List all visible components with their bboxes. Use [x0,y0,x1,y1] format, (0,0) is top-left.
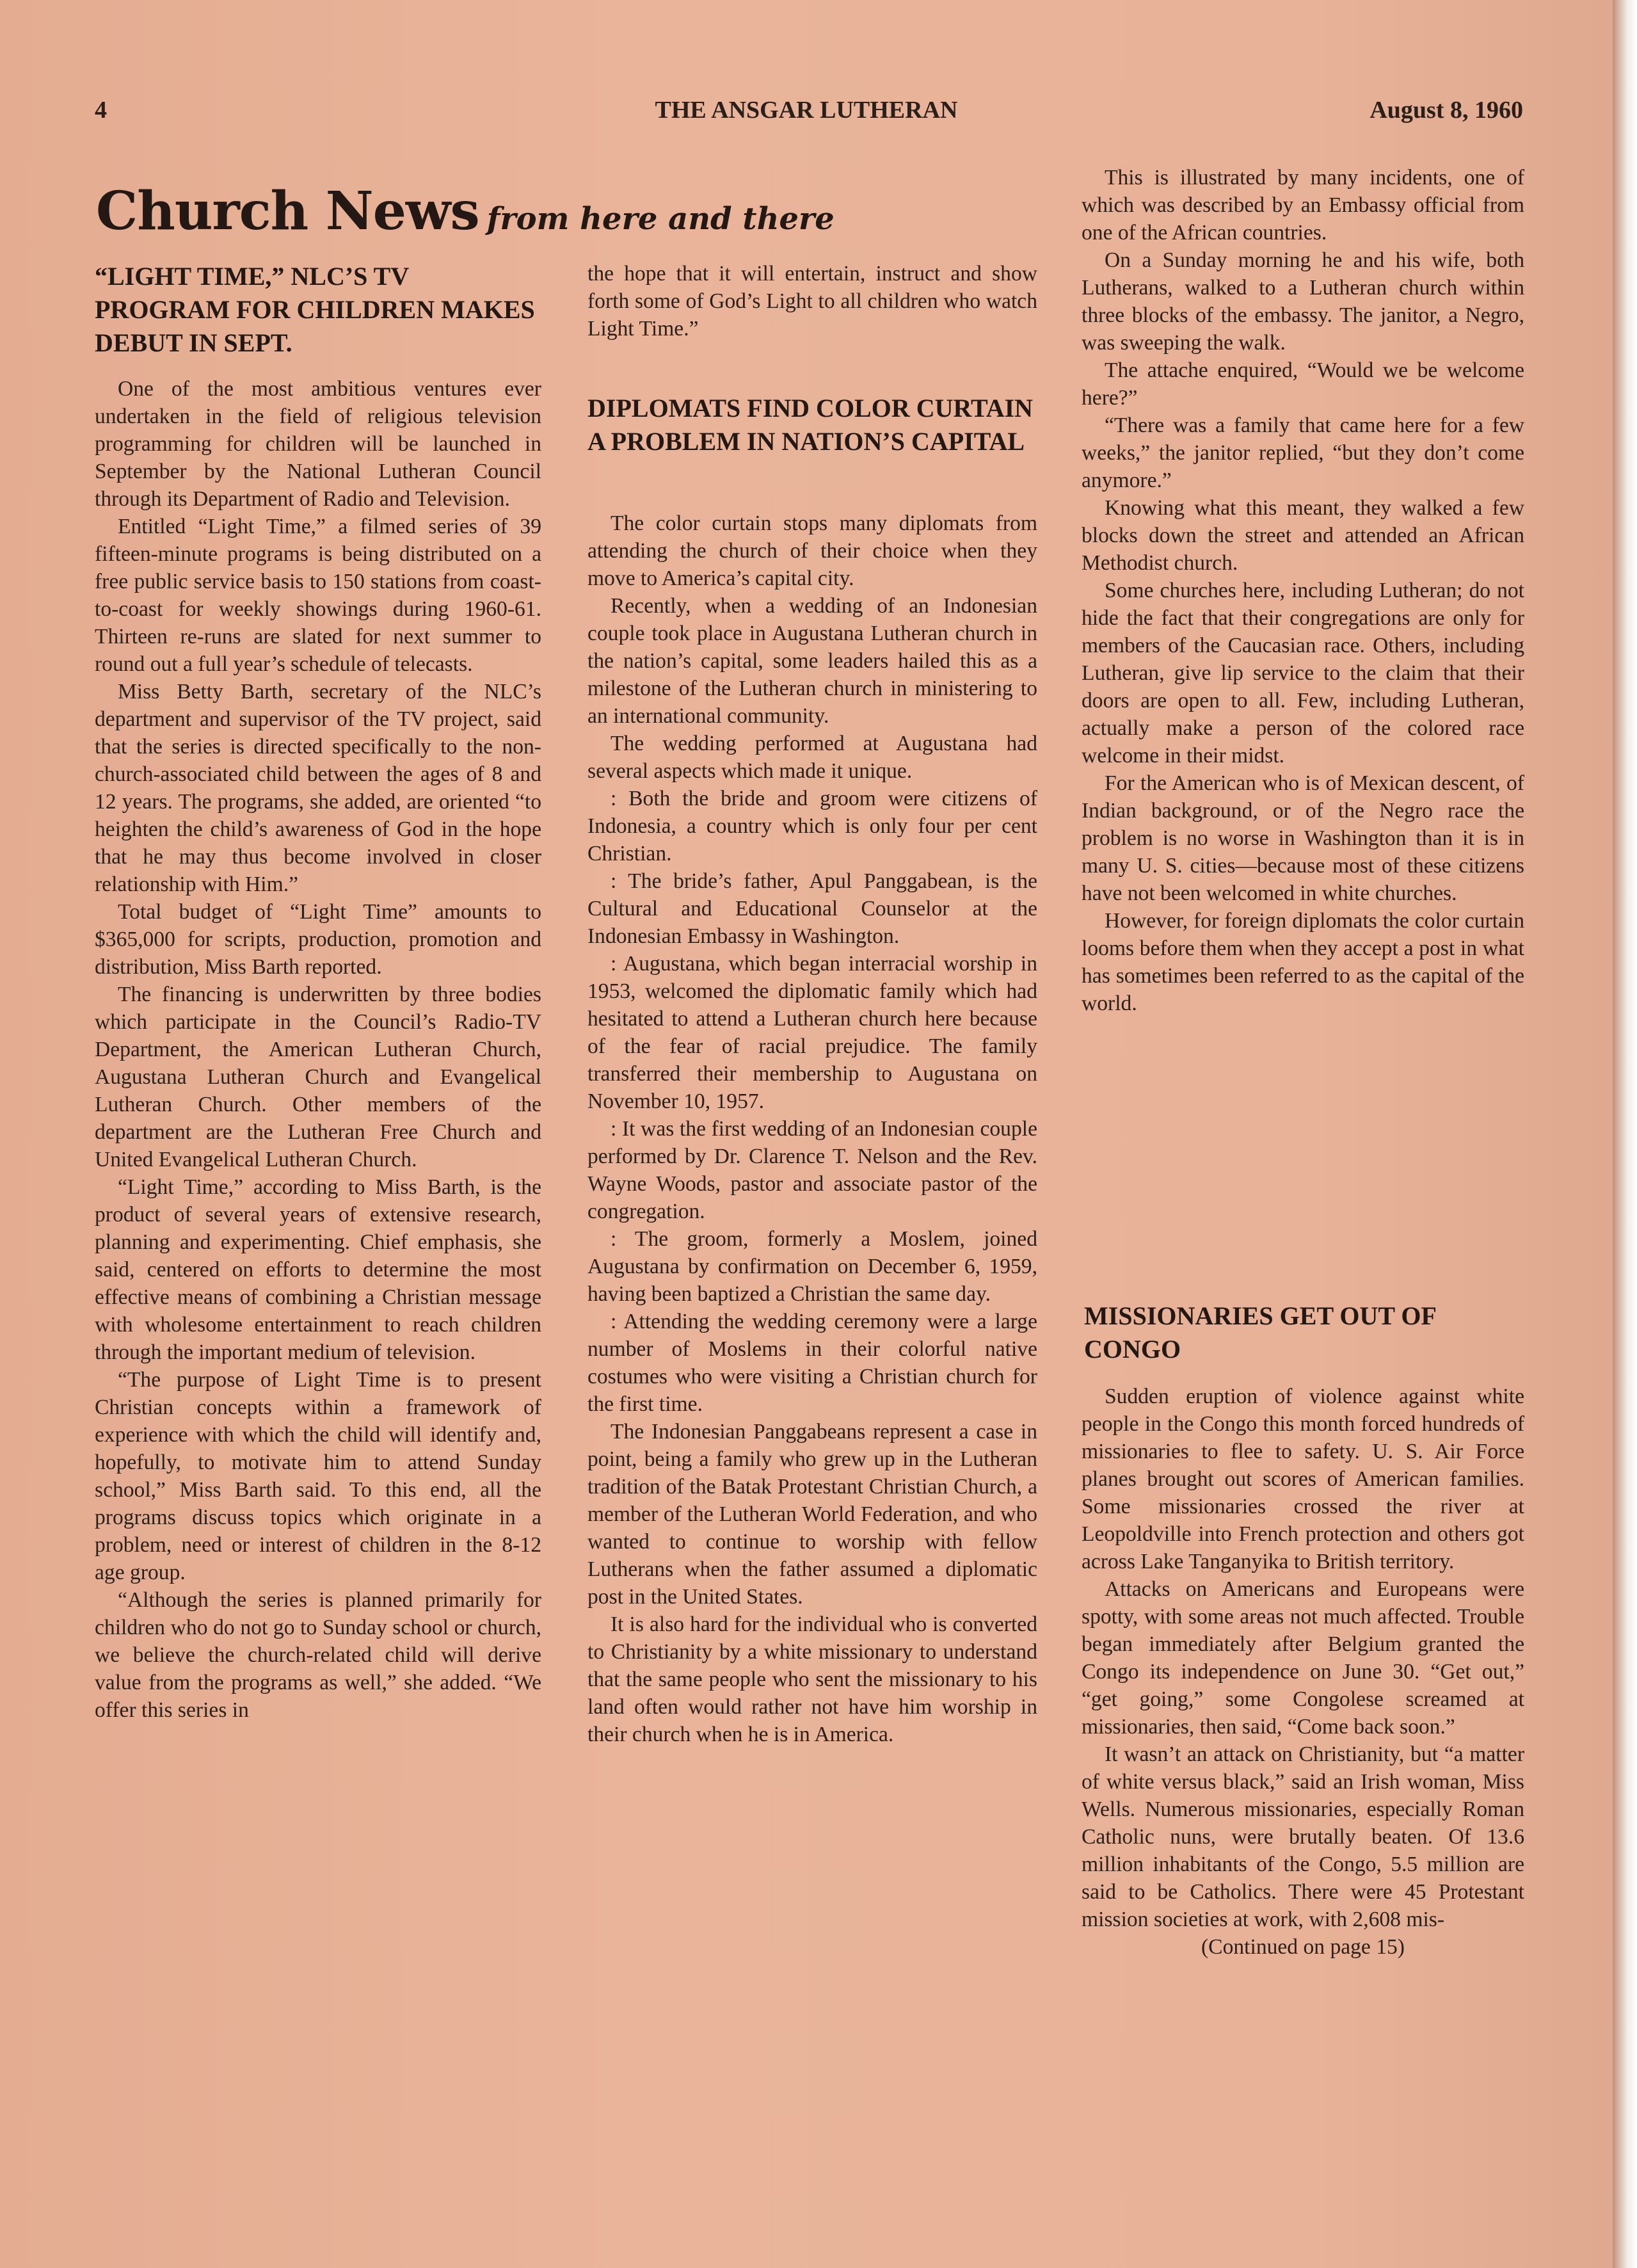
article-paragraph: : Attending the wedding ceremony were a large number of Moslems in their colorful native costumes who were visiting a Christian church for the first time. [587,1310,1037,1416]
article-paragraph: For the American who is of Mexican descent, of Indian background, or of the Negro race the problem is no worse in Washington than it is in many U. S. cities—because most of these citizens have not been welcomed in white churches. [1082,771,1524,905]
article-paragraph: The financing is underwritten by three bodies which participate in the Council’s Radio-TV Department, the American Lutheran Church, Augustana Lutheran Church and Evangelical Lutheran Church. Other members of the department are the Lutheran Free Church and United Evangelical Lutheran Church. [95,983,541,1171]
article-paragraph: The wedding performed at Augustana had several aspects which made it unique. [587,732,1037,783]
article-paragraph: However, for foreign diplomats the color curtain looms before them when they accept a post in what has sometimes been referred to as the capital of the world. [1082,909,1524,1015]
article-paragraph: One of the most ambitious ventures ever undertaken in the field of religious television programming for children will be launched in September by the National Lutheran Council through its Department of Radio and Television. [95,377,541,511]
article-paragraph: : The groom, formerly a Moslem, joined Augustana by confirmation on December 6, 1959, having been baptized a Christian the same day. [587,1227,1037,1306]
article-paragraph: Miss Betty Barth, secretary of the NLC’s department and supervisor of the TV project, said that the series is directed specifically to the non-church-associated child between the ages of 8 and 12 years. The programs, she added, are oriented “to heighten the child’s awareness of God in the hope that he may thus become involved in closer relationship with Him.” [95,680,541,896]
column-2-body [587,510,1037,1748]
article-paragraph: Entitled “Light Time,” a filmed series of 39 fifteen-minute programs is being distributed on a free public service basis to 150 stations from coast-to-coast for weekly showings during 1960-61. Thirteen re-runs are slated for next summer to round out a full year’s schedule of telecasts. [95,515,541,676]
article-paragraph: This is illustrated by many incidents, one of which was described by an Embassy official from one of the African countries. [1082,166,1524,245]
article-paragraph: It is also hard for the individual who is converted to Christianity by a white missionary to understand that the same people who sent the missionary to his land often would rather not have him worship in their church when he is in America. [587,1613,1037,1746]
page-edge [1613,0,1637,2268]
column-3-body [1082,1383,1524,1961]
article-paragraph: : The bride’s father, Apul Panggabean, is the Cultural and Educational Counselor at the Indonesian Embassy in Washington. [587,869,1037,948]
article-paragraph: Attacks on Americans and Europeans were spotty, with some areas not much affected. Trouble began immediately after Belgium granted the Congo its independence on June 30. “Get out,” “get going,” some Congolese screamed at missionaries, then said, “Come back soon.” [1082,1577,1524,1739]
continued-note: (Continued on page 15) [1201,1935,1405,1959]
article-paragraph: Knowing what this meant, they walked a few blocks down the street and attended an African Methodist church. [1082,496,1524,575]
column-3 [1082,164,1524,1017]
article-paragraph: : It was the first wedding of an Indonesian couple performed by Dr. Clarence T. Nelson and the Rev. Wayne Woods, pastor and associate pastor of the congregation. [587,1117,1037,1223]
column-1 [95,375,541,1724]
article-paragraph: The Indonesian Panggabeans represent a case in point, being a family who grew up in the Lutheran tradition of the Batak Protestant Christian Church, a member of the Lutheran World Federation, and who wanted to continue to worship with fellow Lutherans when the father assumed a diplomatic post in the United States. [587,1420,1037,1609]
publication-title: THE ANSGAR LUTHERAN [655,97,958,124]
page-number: 4 [95,97,107,124]
masthead-title: Church News [96,181,479,242]
article-paragraph: “Although the series is planned primarily for children who do not go to Sunday school or church, we believe the church-related child will derive value from the programs as well,” she added. “We offer this series in [95,1588,541,1722]
article-paragraph: “There was a family that came here for a few weeks,” the janitor replied, “but they don’t come anymore.” [1082,414,1524,492]
article-paragraph: The attache enquired, “Would we be welcome here?” [1082,358,1524,410]
article-paragraph: “Light Time,” according to Miss Barth, is the product of several years of extensive research, planning and experimenting. Chief emphasis, she said, centered on efforts to determine the most effective means of combining a Christian message with wholesome entertainment to reach children through the important medium of television. [95,1175,541,1364]
headline-light-time: “LIGHT TIME,” NLC’S TV PROGRAM FOR CHILDREN MAKES DEBUT IN SEPT. [95,262,535,357]
article-continuation: the hope that it will entertain, instruct and show forth some of God’s Light to all children who watch Light Time.” [587,262,1037,341]
page-header [90,96,1523,134]
article-paragraph: On a Sunday morning he and his wife, both Lutherans, walked to a Lutheran church within three blocks of the embassy. The janitor, a Negro, was sweeping the walk. [1082,248,1524,355]
article-paragraph: The color curtain stops many diplomats from attending the church of their choice when they move to America’s capital city. [587,511,1037,590]
headline-diplomats: DIPLOMATS FIND COLOR CURTAIN A PROBLEM IN NATION’S CAPITAL [587,394,1034,456]
section-masthead [96,181,864,257]
masthead-subtitle: from here and there [486,201,834,237]
article-paragraph: Recently, when a wedding of an Indonesian couple took place in Augustana Lutheran church in the nation’s capital, some leaders hailed this as a milestone of the Lutheran church in ministering to an international community. [587,594,1037,728]
article-paragraph: : Augustana, which began interracial worship in 1953, welcomed the diplomatic family which had hesitated to attend a Lutheran church here because of the fear of racial prejudice. The family transferred their membership to Augustana on November 10, 1957. [587,952,1037,1113]
article-paragraph: Sudden eruption of violence against white people in the Congo this month forced hundreds of missionaries to flee to safety. U. S. Air Force planes brought out scores of American families. Some missionaries crossed the river at Leopoldville into French protection and others got across Lake Tanganyika to British territory. [1082,1385,1524,1573]
article-paragraph: “The purpose of Light Time is to present Christian concepts within a framework of experience with which the child will identify and, hopefully, to motivate him to attend Sunday school,” Miss Barth said. To this end, all the programs discuss topics which originate in a problem, need or interest of children in the 8-12 age group. [95,1368,541,1584]
article-paragraph: Some churches here, including Lutheran; do not hide the fact that their congregations are only for members of the Caucasian race. Others, including Lutheran, give lip service to the claim that their doors are open to all. Few, including Lutheran, actually make a person of the colored race welcome in their midst. [1082,579,1524,768]
headline-missionaries: MISSIONARIES GET OUT OF CONGO [1084,1301,1436,1363]
article-paragraph: Total budget of “Light Time” amounts to $365,000 for scripts, production, promotion and distribution, Miss Barth reported. [95,900,541,979]
column-2 [587,260,1037,342]
issue-date: August 8, 1960 [1369,97,1523,124]
article-paragraph: : Both the bride and groom were citizens of Indonesia, a country which is only four per cent Christian. [587,787,1037,865]
article-paragraph: It wasn’t an attack on Christianity, but “a matter of white versus black,” said an Irish woman, Miss Wells. Numerous missionaries, especially Roman Catholic nuns, were brutally beaten. Of 13.6 million inhabitants of the Congo, 5.5 million are said to be Catholics. There were 45 Protestant mission societies at work, with 2,608 mis- [1082,1742,1524,1931]
